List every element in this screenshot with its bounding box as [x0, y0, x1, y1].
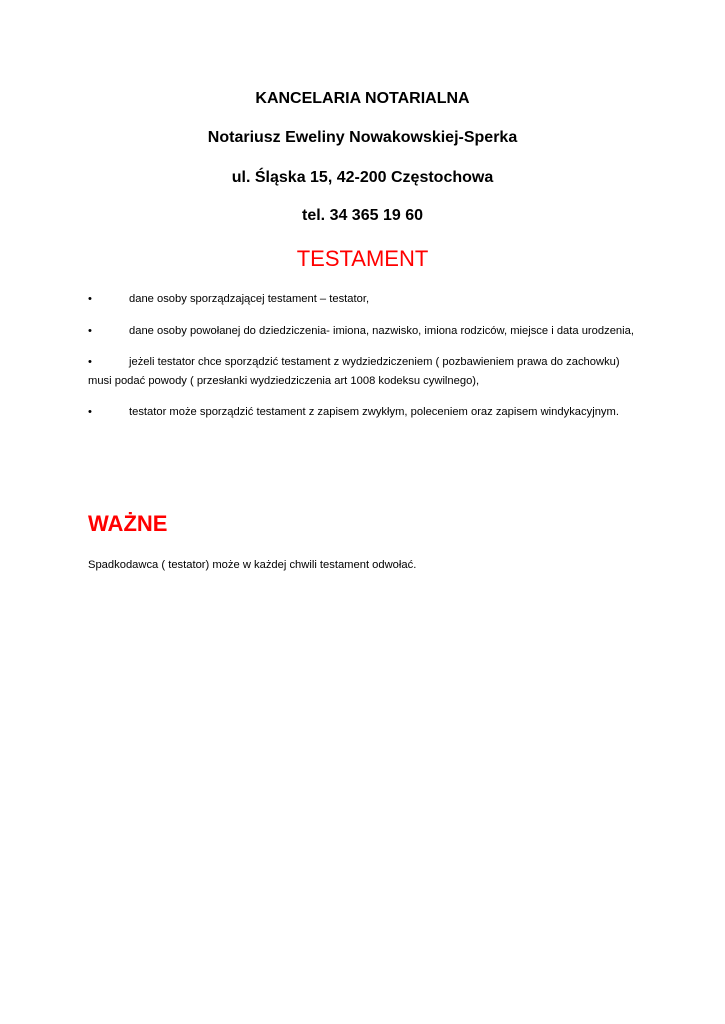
requirements-list — [88, 290, 640, 435]
important-note: Spadkodawca ( testator) może w każdej chwili testament odwołać. — [88, 559, 417, 571]
office-phone: tel. 34 365 19 60 — [302, 207, 423, 224]
document-title: TESTAMENT — [296, 246, 429, 271]
bullet-marker: • — [88, 293, 92, 305]
list-item — [88, 322, 640, 341]
list-item — [88, 403, 640, 422]
list-item-text: testator może sporządzić testament z zapisem zwykłym, poleceniem oraz zapisem windykacyjnym. — [129, 406, 619, 418]
list-item — [88, 290, 640, 309]
bullet-marker: • — [88, 356, 92, 368]
bullet-marker: • — [88, 406, 92, 418]
notary-name: Notariusz Eweliny Nowakowskiej-Sperka — [207, 129, 518, 146]
bullet-marker: • — [88, 324, 92, 337]
list-item-text: dane osoby powołanej do dziedziczenia- imiona, nazwisko, imiona rodziców, miejsce i data urodzenia, — [129, 324, 634, 337]
office-name: KANCELARIA NOTARIALNA — [255, 90, 470, 107]
list-item-text: jeżeli testator chce sporządzić testament z wydziedziczeniem ( pozbawieniem prawa do zachowku) musi podać powody ( przesłanki wydziedziczenia art 1008 kodeksu cywilnego), — [88, 356, 620, 387]
office-address: ul. Śląska 15, 42-200 Częstochowa — [231, 169, 494, 186]
list-item-text: dane osoby sporządzającej testament – testator, — [129, 293, 370, 305]
list-item — [88, 353, 640, 390]
important-heading: WAŻNE — [88, 511, 168, 536]
